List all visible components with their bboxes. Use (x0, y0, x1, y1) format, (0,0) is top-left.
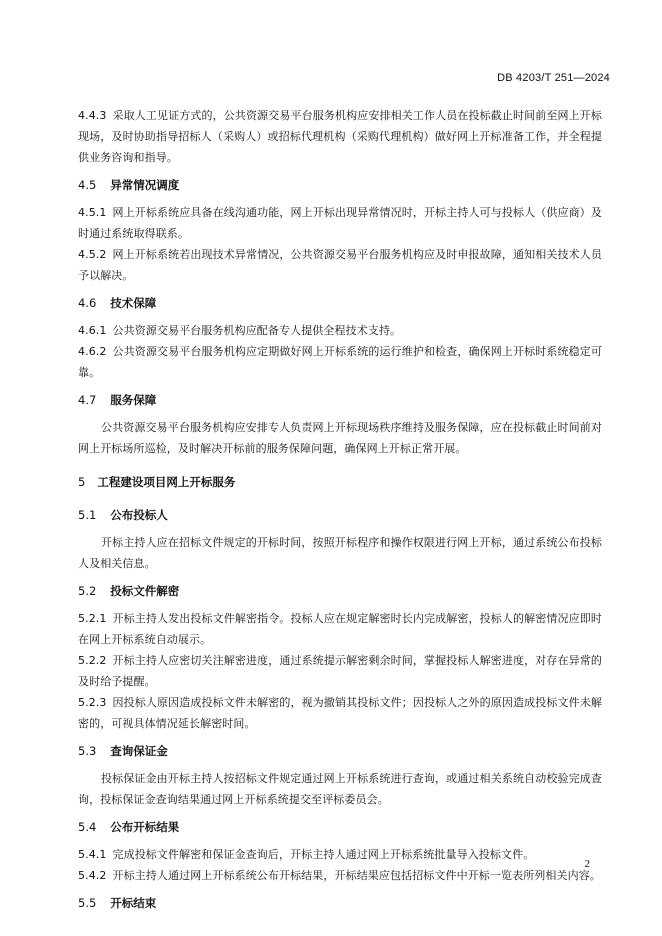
clause-text: 公共资源交易平台服务机构应定期做好网上开标系统的运行维护和检查，确保网上开标时系统稳定可靠。 (78, 345, 602, 379)
section-number: 4.6 (78, 296, 97, 310)
section-number: 4.7 (78, 393, 97, 407)
section-heading-5-2 (78, 581, 602, 602)
clause-text: 完成投标文件解密和保证金查询后，开标主持人通过网上开标系统批量导入投标文件。 (112, 848, 535, 861)
clause-number: 4.5.2 (78, 248, 107, 261)
section-heading-5-5 (78, 893, 602, 914)
clause-5-2-1 (78, 608, 602, 650)
clause-4-6-1 (78, 320, 602, 341)
clause-number: 4.5.1 (78, 206, 107, 219)
section-heading-4-7 (78, 390, 602, 411)
page-number: 2 (584, 858, 590, 870)
section-title: 投标文件解密 (110, 584, 180, 598)
document-body (78, 105, 602, 920)
chapter-number: 5 (78, 475, 86, 489)
section-heading-4-6 (78, 293, 602, 314)
clause-text: 网上开标系统若出现技术异常情况，公共资源交易平台服务机构应及时申报故障，通知相关技术人员予以解决。 (78, 248, 602, 282)
clause-text: 网上开标系统应具备在线沟通功能，网上开标出现异常情况时，开标主持人可与投标人（供应商）及时通过系统取得联系。 (78, 206, 602, 240)
clause-number: 4.4.3 (78, 109, 107, 122)
clause-text: 开标主持人发出投标文件解密指令。投标人应在规定解密时长内完成解密，投标人的解密情况应即时在网上开标系统自动展示。 (78, 612, 602, 646)
paragraph-5-3: 投标保证金由开标主持人按招标文件规定通过网上开标系统进行查询，或通过相关系统自动校验完成查询，投标保证金查询结果通过网上开标系统提交至评标委员会。 (78, 772, 602, 806)
clause-4-5-1 (78, 202, 602, 244)
paragraph-4-7: 公共资源交易平台服务机构应安排专人负责网上开标现场秩序维持及服务保障，应在投标截止时间前对网上开标场所巡检，及时解决开标前的服务保障问题，确保网上开标正常开展。 (78, 421, 602, 455)
paragraph-5-1: 开标主持人应在招标文件规定的开标时间，按照开标程序和操作权限进行网上开标，通过系统公布投标人及相关信息。 (78, 536, 602, 570)
clause-5-4-1 (78, 844, 602, 865)
clause-text: 开标主持人应密切关注解密进度，通过系统提示解密剩余时间，掌握投标人解密进度，对存在异常的及时给予提醒。 (78, 654, 602, 688)
clause-number: 5.2.2 (78, 654, 107, 667)
section-number: 5.4 (78, 820, 97, 834)
clause-number: 4.6.2 (78, 345, 107, 358)
section-title: 公布投标人 (110, 508, 168, 522)
section-title: 服务保障 (110, 393, 157, 407)
section-number: 5.3 (78, 744, 97, 758)
clause-text: 开标主持人通过网上开标系统公布开标结果，开标结果应包括招标文件中开标一览表所列相关内容。 (112, 869, 601, 882)
clause-number: 4.6.1 (78, 324, 107, 337)
clause-number: 5.2.3 (78, 696, 107, 709)
chapter-heading-5 (78, 472, 602, 493)
clause-text: 公共资源交易平台服务机构应配备专人提供全程技术支持。 (112, 324, 402, 337)
clause-text: 因投标人原因造成投标文件未解密的，视为撤销其投标文件；因投标人之外的原因造成投标文件未解密的，可视具体情况延长解密时间。 (78, 696, 602, 730)
section-heading-5-1 (78, 505, 602, 526)
section-title: 查询保证金 (110, 744, 168, 758)
clause-text: 采取人工见证方式的，公共资源交易平台服务机构应安排相关工作人员在投标截止时间前至网上开标现场，及时协助指导招标人（采购人）或招标代理机构（采购代理机构）做好网上开标准备工作，并全程提供业务咨询和指导。 (78, 109, 602, 164)
clause-5-2-3 (78, 692, 602, 734)
section-heading-5-4 (78, 817, 602, 838)
section-heading-5-3 (78, 741, 602, 762)
clause-5-2-2 (78, 650, 602, 692)
section-title: 开标结束 (110, 896, 157, 910)
section-number: 4.5 (78, 178, 97, 192)
clause-4-6-2 (78, 341, 602, 383)
section-number: 5.1 (78, 508, 97, 522)
document-code: DB 4203/T 251—2024 (497, 72, 610, 84)
clause-number: 5.4.2 (78, 869, 107, 882)
clause-4-4-3 (78, 105, 602, 168)
clause-number: 5.2.1 (78, 612, 107, 625)
section-title: 技术保障 (110, 296, 157, 310)
clause-number: 5.4.1 (78, 848, 107, 861)
section-heading-4-5 (78, 175, 602, 196)
clause-5-4-2 (78, 865, 602, 886)
section-title: 公布开标结果 (110, 820, 180, 834)
clause-4-5-2 (78, 244, 602, 286)
section-title: 异常情况调度 (110, 178, 180, 192)
section-number: 5.2 (78, 584, 97, 598)
section-number: 5.5 (78, 896, 97, 910)
chapter-title: 工程建设项目网上开标服务 (97, 475, 236, 489)
